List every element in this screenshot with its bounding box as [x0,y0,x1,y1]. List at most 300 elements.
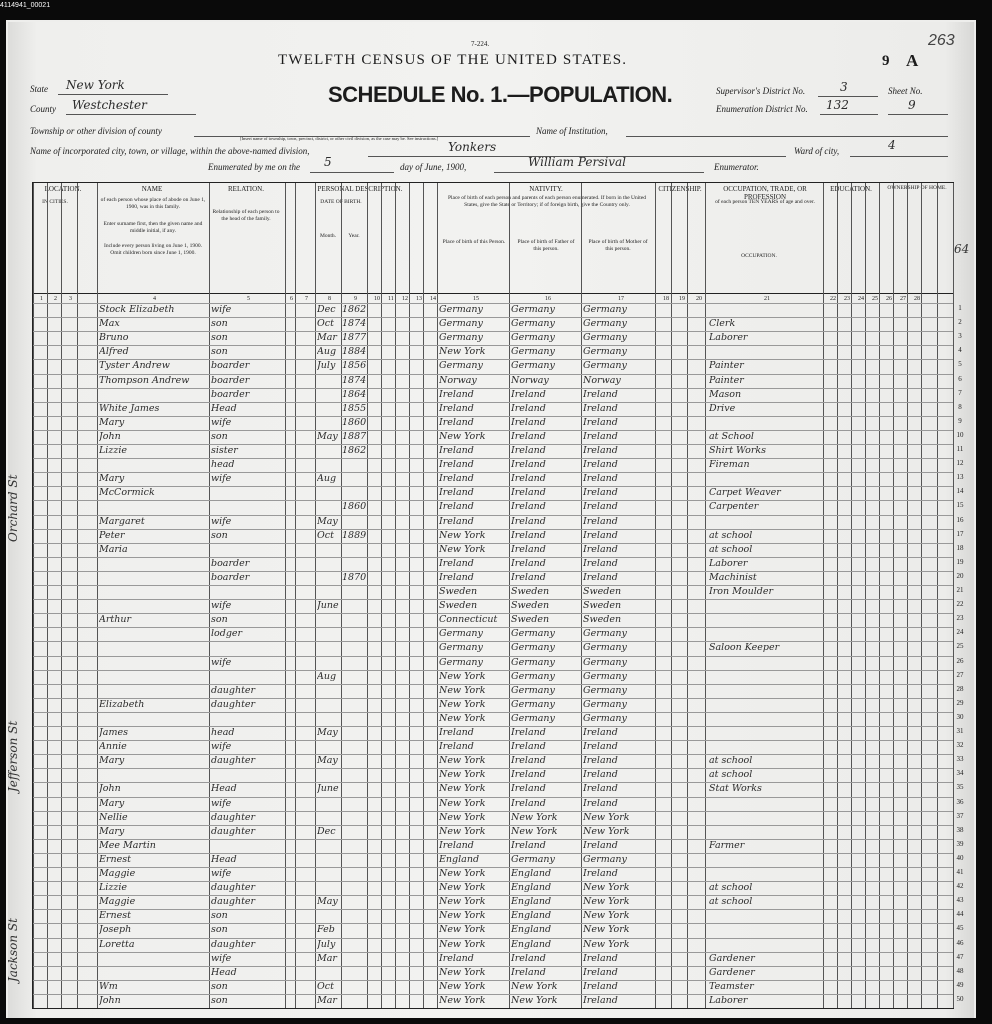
film-id: 4114941_00021 [0,2,51,9]
row-number: 19 [956,557,964,566]
cell-birth-month: May [317,727,338,738]
cell-birth-month: Oct [317,529,334,541]
cell-pob-person: Ireland [439,571,474,583]
cell-pob-mother: Germany [583,642,627,654]
cell-pob-person: New York [439,543,486,555]
cell-birth-month: Aug [317,346,337,358]
cell-pob-mother: Ireland [583,557,618,569]
cell-pob-mother: Ireland [583,487,618,499]
cell-pob-mother: Germany [583,360,627,372]
column-number: 2 [54,296,57,302]
row-number: 11 [956,445,964,453]
cell-pob-mother: Ireland [583,966,618,978]
cell-pob-person: New York [439,346,486,358]
row-number: 24 [956,628,964,637]
cell-name: Wm [99,980,118,992]
cell-relation: Head [211,966,237,978]
cell-relation: boarder [211,374,250,386]
cell-name: White James [99,402,160,414]
cell-pob-father: Germany [511,684,555,696]
cell-relation: son [211,980,228,992]
column-divider [655,183,656,1008]
cell-name: Mary [99,797,125,809]
cell-name: Annie [99,741,127,753]
cell-occupation: Iron Moulder [709,586,773,597]
cell-pob-mother: Germany [583,698,627,710]
cell-pob-person: Germany [439,628,483,640]
cell-name: Joseph [99,924,132,936]
enumerated-day-line [310,160,394,173]
row-number: 49 [956,980,964,989]
cell-pob-father: England [511,868,552,879]
cell-pob-father: Ireland [511,501,546,513]
stamp-number: 263 [928,32,955,49]
cell-pob-father: New York [511,994,558,1006]
cell-occupation: at school [709,882,753,894]
cell-pob-father: Ireland [511,529,546,541]
cell-birth-month: Aug [317,473,337,485]
cell-pob-person: England [439,853,480,865]
cell-pob-father: Germany [511,670,555,682]
cell-pob-person: Ireland [439,952,474,964]
cell-occupation: Teamster [709,980,754,992]
sheet-value: 9 [908,98,916,112]
col-location: LOCATION. [44,185,82,193]
cell-relation: wife [211,868,232,879]
cell-name: Maggie [99,896,136,908]
margin-street-3: Jackson St [6,918,20,982]
cell-pob-mother: Ireland [583,529,618,541]
row-number: 28 [956,684,964,693]
row-number: 34 [956,769,964,778]
cell-pob-person: Sweden [439,586,478,597]
cell-pob-father: England [511,882,552,894]
enumerated-day: 5 [324,155,332,169]
cell-occupation: at school [709,896,753,908]
cell-relation: Head [211,853,237,865]
cell-birth-month: May [317,896,338,908]
cell-name: Lizzie [99,445,128,456]
cell-pob-person: Norway [439,374,477,386]
cell-relation: wife [211,741,232,753]
cell-name: Thompson Andrew [99,374,190,386]
cell-pob-person: New York [439,924,486,936]
cell-occupation: Laborer [709,332,748,344]
row-number: 35 [956,783,964,792]
cell-name: Max [99,318,120,330]
cell-occupation: at school [709,543,753,555]
cell-pob-father: Ireland [511,571,546,583]
cell-pob-mother: Germany [583,684,627,696]
cell-pob-mother: Norway [583,374,621,386]
row-number: 20 [956,571,964,580]
cell-birth-month: July [317,938,336,950]
col-name-sub: of each person whose place of abode on June 1, 1900, was in this family. [100,197,206,210]
column-number: 16 [545,296,551,302]
cell-birth-year: 1884 [342,346,367,358]
column-divider [823,183,824,1008]
cell-pob-mother: Ireland [583,755,618,767]
cell-pob-person: Ireland [439,487,474,499]
cell-relation: Head [211,402,237,414]
cell-occupation: at school [709,755,753,767]
institution-label: Name of Institution, [536,126,608,136]
col-relation: RELATION. [228,185,264,193]
population-table [32,182,964,1009]
cell-pob-person: Germany [439,318,483,330]
col-name-sub2: Enter surname first, then the given name and middle initial, if any. [103,221,203,234]
cell-relation: daughter [211,698,256,710]
cell-pob-person: New York [439,769,486,781]
cell-pob-person: Ireland [439,459,474,471]
column-number: 28 [914,296,920,302]
margin-street-1: Orchard St [6,474,20,542]
cell-relation: son [211,614,228,626]
cell-relation: son [211,430,228,442]
column-divider [395,183,396,1008]
column-divider [381,183,382,1008]
margin-street-2: Jefferson St [6,720,20,792]
column-divider [937,183,938,1008]
cell-pob-father: Ireland [511,727,546,738]
cell-pob-mother: Ireland [583,416,618,428]
cell-relation: wife [211,656,232,668]
cell-pob-person: Ireland [439,388,474,400]
cell-pob-father: New York [511,811,558,823]
cell-pob-mother: Ireland [583,868,618,879]
cell-relation: Head [211,783,237,795]
column-number: 9 [354,296,357,302]
county-value: Westchester [72,98,147,112]
cell-pob-father: Ireland [511,543,546,555]
row-number: 40 [956,853,964,862]
cell-occupation: Carpet Weaver [709,487,781,499]
cell-pob-father: Ireland [511,952,546,964]
cell-pob-person: Ireland [439,445,474,456]
cell-birth-year: 1856 [342,360,367,372]
column-number: 26 [886,296,892,302]
cell-pob-father: Ireland [511,741,546,753]
cell-pob-mother: Germany [583,304,627,315]
column-divider [921,183,922,1008]
cell-pob-father: Ireland [511,459,546,471]
cell-pob-father: Ireland [511,430,546,442]
cell-pob-person: New York [439,430,486,442]
cell-name: Arthur [99,614,131,626]
cell-pob-mother: Sweden [583,586,622,597]
row-number: 39 [956,839,964,848]
cell-pob-father: Sweden [511,586,550,597]
cell-birth-year: 1887 [342,430,367,442]
col-in-cities: IN CITIES. [42,199,68,205]
column-number: 5 [247,296,250,302]
cell-birth-year: 1855 [342,402,367,414]
cell-pob-mother: Ireland [583,980,618,992]
cell-pob-father: Ireland [511,515,546,527]
row-number: 23 [956,614,964,623]
row-number: 2 [958,318,962,327]
column-divider [581,183,582,1008]
cell-pob-mother: Germany [583,318,627,330]
cell-relation: son [211,529,228,541]
table-header [33,183,953,294]
cell-birth-year: 1862 [342,304,367,315]
cell-name: John [99,994,121,1006]
cell-occupation: at school [709,529,753,541]
column-number: 6 [290,296,293,302]
cell-occupation: Fireman [709,459,750,471]
column-divider [61,183,62,1008]
cell-pob-person: New York [439,994,486,1006]
cell-pob-father: England [511,924,552,936]
cell-pob-person: New York [439,698,486,710]
cell-pob-father: Germany [511,304,555,315]
cell-pob-person: Ireland [439,416,474,428]
col-personal: PERSONAL DESCRIPTION. [317,185,403,193]
cell-pob-mother: Germany [583,628,627,640]
cell-pob-person: Ireland [439,515,474,527]
cell-birth-month: May [317,515,338,527]
row-number: 31 [956,727,964,735]
column-number: 11 [388,296,394,302]
cell-occupation: Machinist [709,571,757,583]
cell-pob-mother: Ireland [583,727,618,738]
cell-pob-mother: Ireland [583,797,618,809]
column-number: 13 [416,296,422,302]
cell-name: Peter [99,529,125,541]
cell-occupation: Painter [709,360,744,372]
sheet-letter: A [906,51,919,70]
cell-pob-father: Ireland [511,839,546,851]
cell-relation: wife [211,600,232,612]
cell-name: Maggie [99,868,136,879]
cell-relation: head [211,727,235,738]
row-number: 41 [956,868,964,876]
row-number: 36 [956,797,964,806]
cell-pob-father: Ireland [511,487,546,499]
col-citizenship: CITIZENSHIP. [658,185,702,193]
cell-pob-father: Ireland [511,402,546,414]
cell-birth-month: July [317,360,336,372]
row-number: 14 [956,487,964,496]
cell-pob-person: New York [439,938,486,950]
form-number: 7-224. [471,40,490,48]
cell-name: McCormick [99,487,155,499]
cell-relation: wife [211,473,232,485]
cell-pob-father: Germany [511,628,555,640]
cell-pob-person: New York [439,712,486,724]
column-number: 22 [830,296,836,302]
column-number: 10 [374,296,380,302]
cell-relation: son [211,318,228,330]
column-divider [837,183,838,1008]
cell-relation: wife [211,416,232,428]
cell-pob-person: New York [439,755,486,767]
cell-pob-father: Norway [511,374,549,386]
cell-pob-person: New York [439,684,486,696]
column-divider [47,183,48,1008]
enumerator-name: William Persival [528,155,626,169]
cell-birth-month: Aug [317,670,337,682]
cell-pob-person: Ireland [439,501,474,513]
cell-pob-mother: Ireland [583,839,618,851]
cell-pob-mother: Ireland [583,952,618,964]
cell-name: James [99,727,128,738]
cell-relation: daughter [211,684,256,696]
cell-relation: boarder [211,388,250,400]
col-nativity: NATIVITY. [529,185,563,193]
column-divider [33,183,34,1008]
cell-name: Loretta [99,938,135,950]
cell-pob-father: Ireland [511,755,546,767]
col-education: EDUCATION. [830,185,872,193]
cell-occupation: at school [709,769,753,781]
cell-pob-father: Ireland [511,445,546,456]
cell-pob-person: Ireland [439,402,474,414]
column-divider [409,183,410,1008]
cell-pob-father: Germany [511,346,555,358]
cell-pob-father: Ireland [511,783,546,795]
cell-name: Lizzie [99,882,128,894]
cell-pob-person: New York [439,783,486,795]
margin-note-64: 64 [954,242,970,256]
row-number: 42 [956,882,964,891]
cell-birth-month: Mar [317,952,337,964]
cell-birth-month: May [317,430,338,442]
row-number: 16 [956,515,964,524]
cell-pob-person: New York [439,966,486,978]
column-number: 14 [430,296,436,302]
row-number: 25 [956,642,964,651]
cell-name: Mary [99,416,125,428]
column-number: 19 [679,296,685,302]
cell-birth-month: Mar [317,332,337,344]
county-label: County [30,104,56,114]
cell-birth-year: 1889 [342,529,367,541]
row-number: 4 [958,346,962,355]
column-number: 7 [305,296,308,302]
column-number: 17 [618,296,624,302]
row-number: 7 [958,388,962,397]
column-divider [865,183,866,1008]
row-number: 33 [956,755,964,764]
cell-name: Elizabeth [99,698,145,710]
ed-label: Enumeration District No. [716,104,808,114]
row-number: 48 [956,966,964,975]
cell-pob-father: Ireland [511,769,546,781]
cell-birth-month: Dec [317,825,336,837]
cell-pob-mother: Germany [583,332,627,344]
cell-pob-father: Germany [511,318,555,330]
cell-pob-mother: New York [583,825,630,837]
row-number: 43 [956,896,964,905]
cell-pob-person: New York [439,670,486,682]
row-number: 17 [956,529,964,538]
cell-relation: daughter [211,811,256,823]
col-ownership: OWNERSHIP OF HOME. [887,185,947,191]
cell-pob-mother: New York [583,882,630,894]
cell-birth-month: May [317,755,338,767]
row-number: 18 [956,543,964,552]
cell-pob-father: Ireland [511,557,546,569]
cell-pob-father: New York [511,825,558,837]
cell-relation: daughter [211,938,256,950]
column-divider [437,183,438,1008]
schedule-title: SCHEDULE No. 1.—POPULATION. [328,82,673,107]
cell-occupation: Painter [709,374,744,386]
cell-occupation: Laborer [709,994,748,1006]
cell-pob-person: Ireland [439,473,474,485]
cell-pob-mother: New York [583,924,630,936]
cell-pob-father: England [511,896,552,908]
cell-name: John [99,430,121,442]
ward-value: 4 [888,138,896,152]
cell-birth-year: 1874 [342,374,367,386]
column-divider [209,183,210,1008]
col-name: NAME [141,185,163,193]
cell-pob-father: Germany [511,360,555,372]
cell-name: Mee Martin [99,839,156,851]
cell-birth-year: 1877 [342,332,367,344]
row-number: 8 [958,402,962,411]
row-number: 37 [956,811,964,820]
cell-pob-mother: Ireland [583,741,618,753]
enumerator-label: Enumerator. [714,162,759,172]
sheet-label: Sheet No. [888,86,923,96]
cell-relation: boarder [211,360,250,372]
cell-relation: daughter [211,882,256,894]
cell-name: Ernest [99,853,131,865]
cell-birth-month: Feb [317,924,335,936]
cell-pob-mother: Germany [583,346,627,358]
col-month: Month. [319,233,337,239]
supervisor-label: Supervisor's District No. [716,86,806,96]
row-number: 12 [956,459,964,468]
col-occupation: OCCUPATION, TRADE, OR PROFESSION [723,185,807,201]
column-number: 25 [872,296,878,302]
cell-pob-person: Germany [439,656,483,668]
cell-pob-father: Germany [511,712,555,724]
cell-relation: boarder [211,571,250,583]
cell-birth-month: June [317,600,339,612]
column-divider [879,183,880,1008]
cell-occupation: at School [709,430,754,442]
column-number: 3 [69,296,72,302]
column-divider [671,183,672,1008]
cell-pob-person: New York [439,896,486,908]
col-occupation-col: OCCUPATION. [741,253,777,259]
cell-pob-mother: Ireland [583,388,618,400]
col-dob: DATE OF BIRTH. [320,199,362,205]
cell-relation: lodger [211,628,243,640]
cell-relation: son [211,924,228,936]
cell-birth-month: Mar [317,994,337,1006]
city-value: Yonkers [448,140,497,154]
col-pob-mother: Place of birth of Mother of this person. [588,239,648,252]
ed-value: 132 [826,98,849,112]
col-relation-sub: Relationship of each person to the head of the family. [212,209,280,222]
cell-pob-person: New York [439,529,486,541]
cell-occupation: Gardener [709,966,755,978]
cell-name: Ernest [99,910,131,922]
row-number: 5 [958,360,962,369]
column-divider [315,183,316,1008]
row-number: 22 [956,600,964,609]
cell-occupation: Shirt Works [709,445,767,456]
cell-pob-mother: Ireland [583,473,618,485]
cell-pob-person: New York [439,980,486,992]
cell-pob-father: Sweden [511,600,550,612]
